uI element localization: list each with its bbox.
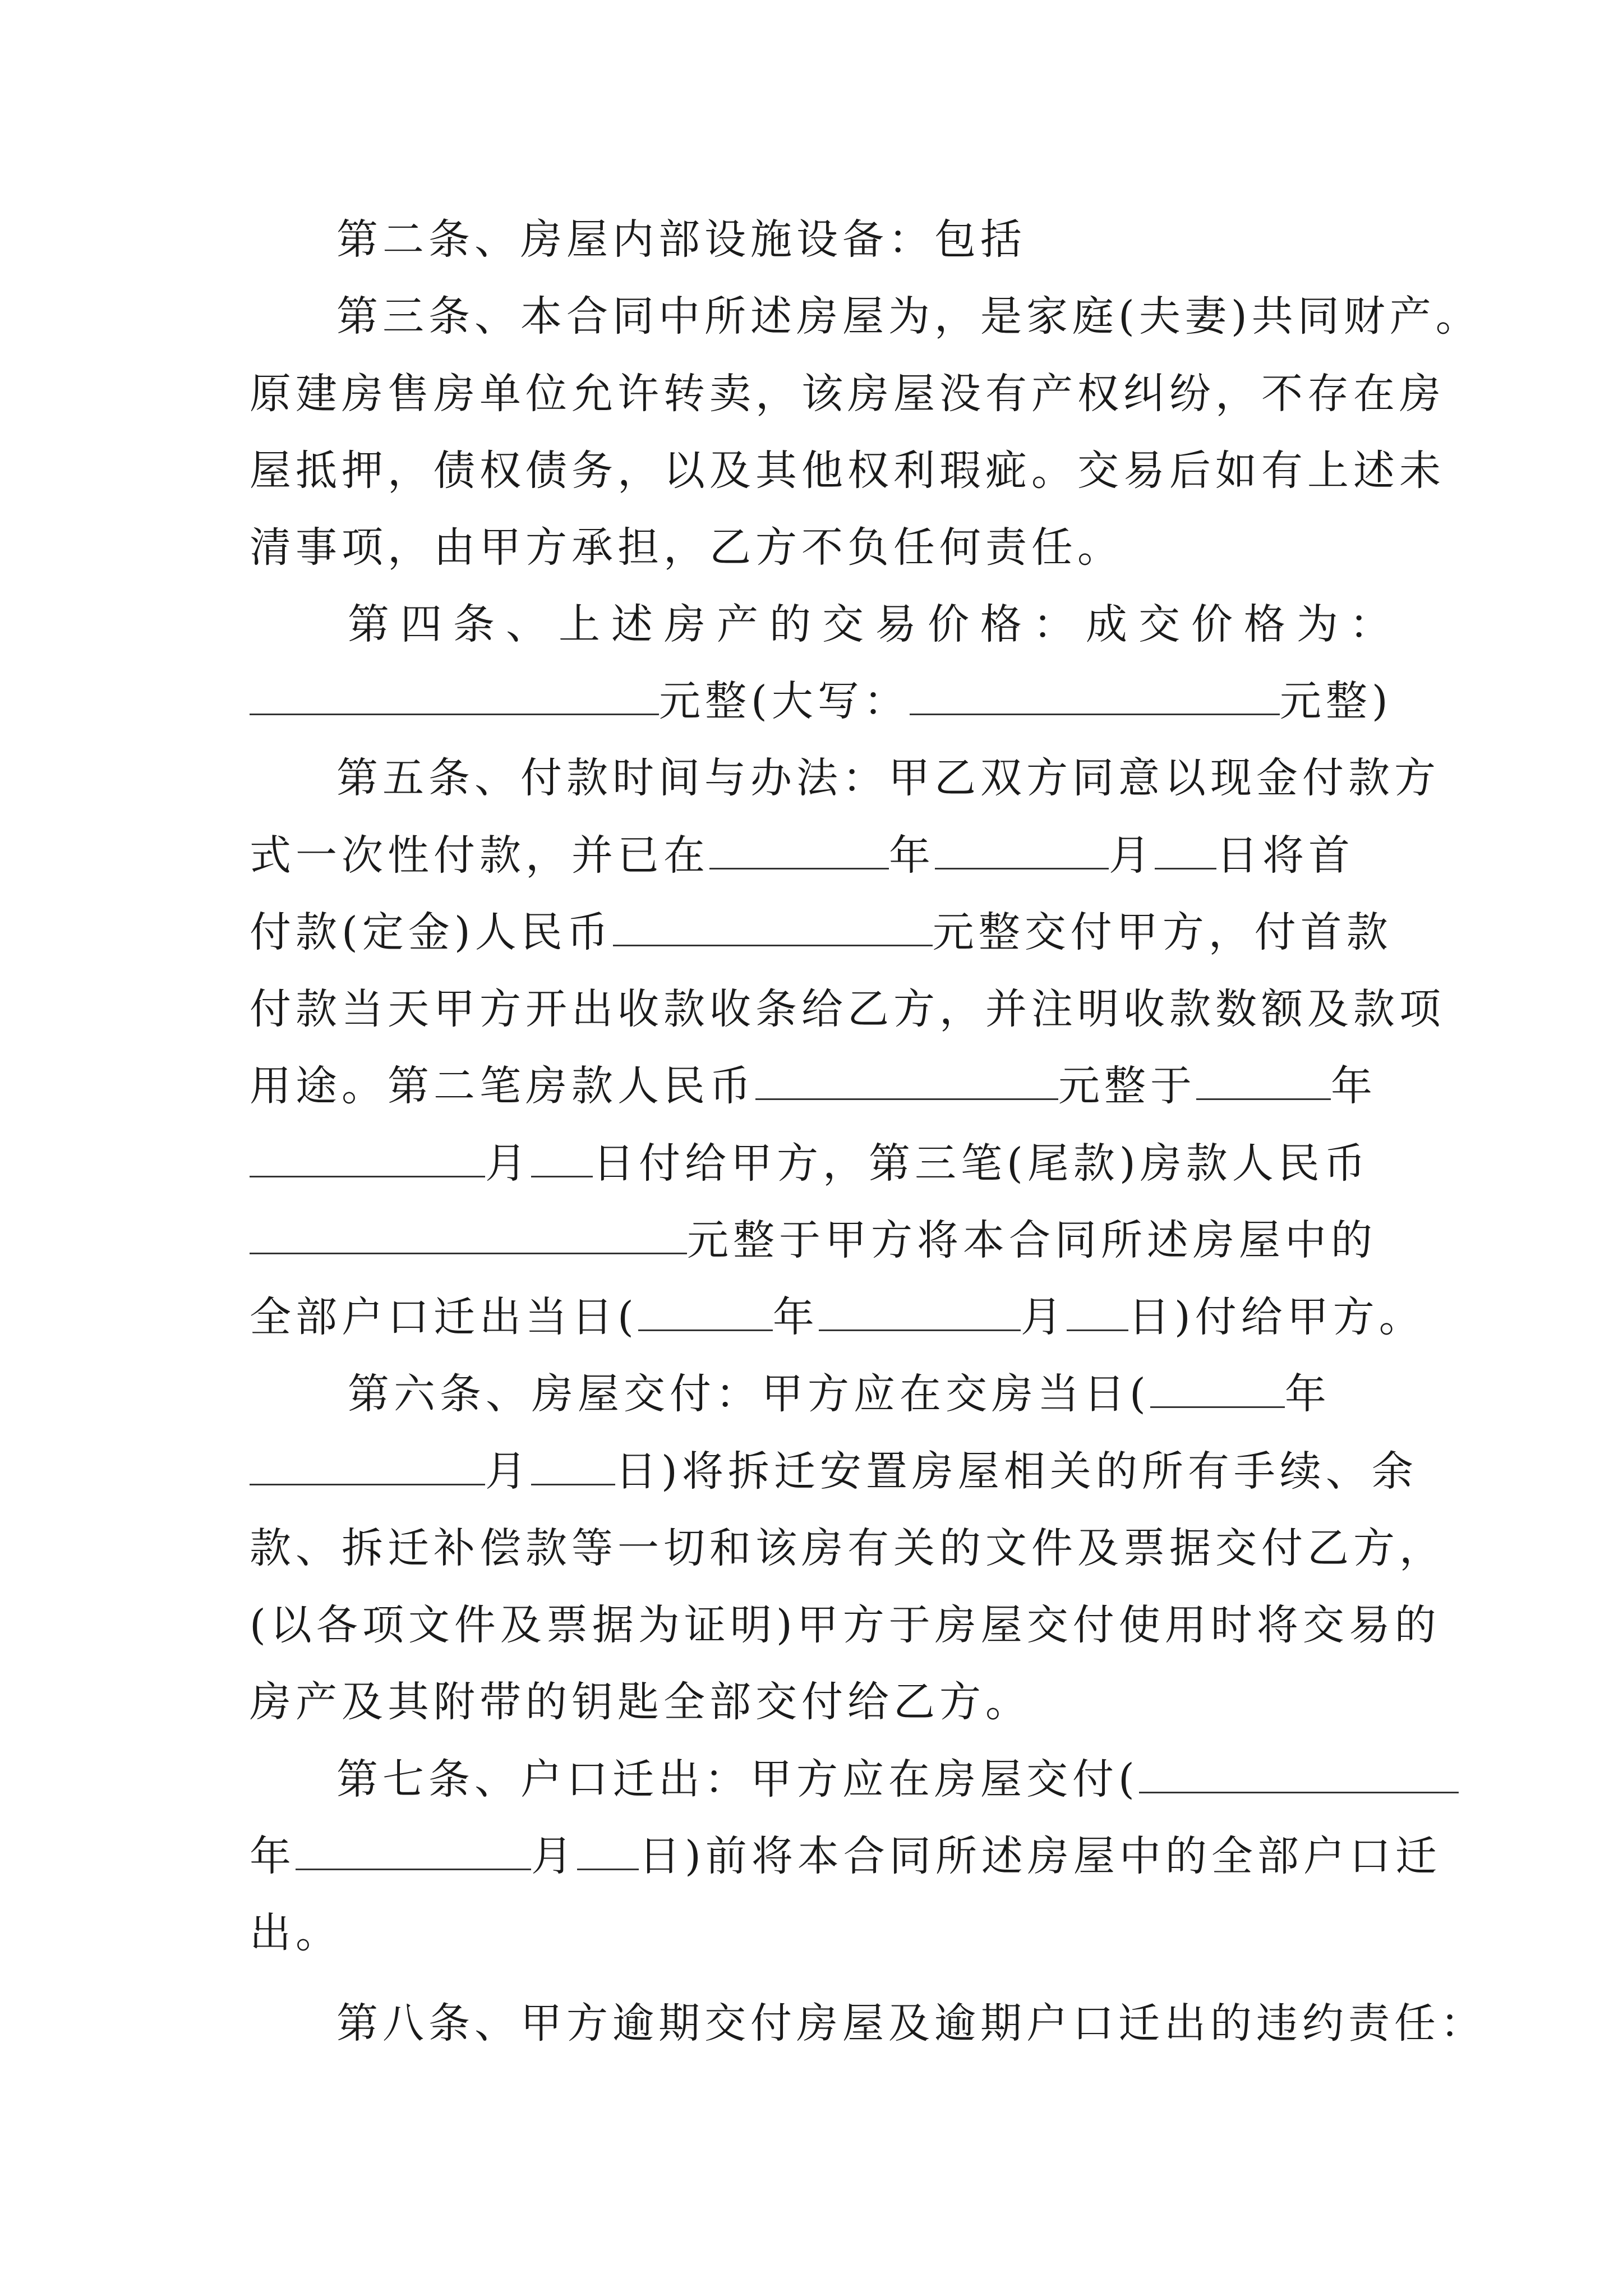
char: 交 [1138,600,1180,648]
deposit-blank[interactable] [613,905,933,946]
text: 全部户口迁出当日( [250,1293,638,1341]
text: 月 [1109,831,1155,880]
text: 日)付给甲方。 [1128,1293,1425,1341]
text: 第六条、房屋交付：甲方应在交房当日( [348,1370,1150,1418]
article-5-line-5 [250,1058,1388,1114]
article-3-line-3 [250,443,1445,499]
text: 付款当天甲方开出收款收条给乙方，并注明收款数额及款项 [250,985,1445,1033]
text: 元整于甲方将本合同所述房屋中的 [687,1216,1377,1264]
text: 年 [889,831,935,880]
year-blank[interactable] [638,1290,773,1331]
char: 成 [1086,600,1127,648]
price-blank[interactable] [250,674,659,715]
char: 格 [1244,600,1285,648]
text: 第五条、付款时间与办法：甲乙双方同意以现金付款方 [336,754,1440,802]
char: 上 [559,600,600,648]
month-blank[interactable] [296,1829,531,1870]
text: 第七条、户口迁出：甲方应在房屋交付( [336,1755,1139,1803]
text: 年 [250,1832,296,1880]
text: 日将首 [1216,831,1354,880]
article-3-line-1 [336,288,1482,344]
final-payment-blank[interactable] [250,1213,687,1254]
article-5-line-4 [250,981,1445,1037]
char: ： [1033,600,1075,648]
text: 月 [485,1447,531,1496]
char: 四 [400,600,442,648]
day-blank[interactable] [1067,1290,1128,1331]
text: 用途。第二笔房款人民币 [250,1062,755,1110]
text: 日)前将本合同所述房屋中的全部户口迁 [639,1832,1441,1880]
char: 为 [1297,600,1338,648]
text: 日)将拆迁安置房屋相关的所有手续、余 [615,1447,1418,1496]
month-blank[interactable] [250,1444,485,1485]
char: 产 [717,600,758,648]
article-7-line-1 [336,1751,1391,1807]
day-blank[interactable] [1155,829,1216,869]
month-blank[interactable] [935,829,1109,869]
char: 的 [769,600,811,648]
char: 格 [980,600,1022,648]
day-blank[interactable] [531,1137,593,1177]
text: 屋抵押，债权债务，以及其他权利瑕疵。交易后如有上述未 [250,447,1445,495]
text: 第三条、本合同中所述房屋为，是家庭(夫妻)共同财产。 [336,292,1482,341]
article-6-line-4 [250,1597,1441,1653]
day-blank[interactable] [531,1444,615,1485]
text: 款、拆迁补偿款等一切和该房有关的文件及票据交付乙方， [250,1524,1445,1572]
day-blank[interactable] [577,1829,639,1870]
article-5-line-8 [250,1289,1425,1345]
article-6-line-3 [250,1520,1445,1576]
text: 付款(定金)人民币 [250,908,613,956]
char: 易 [875,600,916,648]
char: 第 [348,600,389,648]
text: (以各项文件及票据为证明)甲方于房屋交付使用时将交易的 [250,1601,1441,1649]
char: 条 [453,600,495,648]
char: 述 [611,600,653,648]
article-7-line-2 [250,1828,1441,1884]
text: 原建房售房单位允许转卖，该房屋没有产权纠纷，不存在房 [250,370,1445,418]
article-4-line-1 [348,596,1391,652]
article-8 [336,1995,1486,2051]
char: ： [1349,600,1391,648]
second-payment-blank[interactable] [755,1059,1058,1100]
text: 元整于 [1058,1062,1196,1110]
char: 、 [506,600,547,648]
text: 第八条、甲方逾期交付房屋及逾期户口迁出的违约责任： [336,1999,1486,2047]
article-6-line-2 [250,1443,1418,1499]
text: 月 [485,1139,531,1188]
text: 清事项，由甲方承担，乙方不负任何责任。 [250,523,1123,572]
article-2 [336,211,1391,268]
char: 交 [822,600,864,648]
text: 元整(大写： [659,677,910,725]
month-blank[interactable] [819,1290,1021,1331]
article-5-line-2 [250,827,1388,884]
text: 月 [1020,1293,1067,1341]
char: 房 [664,600,706,648]
text: 年 [1284,1370,1331,1418]
article-6-line-5 [250,1674,1388,1730]
year-blank[interactable] [1196,1059,1331,1100]
article-3-line-4 [250,519,1388,576]
article-6-line-1 [348,1366,1391,1422]
article-3-line-2 [250,366,1445,422]
text: 元整) [1279,677,1393,725]
month-blank[interactable] [250,1137,485,1177]
text: 年 [1331,1062,1377,1110]
article-5-line-1 [336,750,1440,806]
article-5-line-6 [250,1135,1388,1191]
article-2-text: 第二条、房屋内部设施设备：包括 [336,215,1026,264]
article-5-line-3 [250,904,1393,960]
text: 日付给甲方，第三笔(尾款)房款人民币 [593,1139,1370,1188]
text: 出。 [250,1909,342,1957]
date-blank[interactable] [1139,1752,1459,1793]
article-5-line-7 [250,1212,1388,1268]
year-blank[interactable] [709,829,889,869]
text: 房产及其附带的钥匙全部交付给乙方。 [250,1678,1031,1726]
char: 价 [928,600,969,648]
article-4-line-2 [250,673,1393,729]
text: 式一次性付款，并已在 [250,831,709,880]
text: 年 [772,1293,819,1341]
year-blank[interactable] [1150,1367,1285,1408]
price-uppercase-blank[interactable] [910,674,1280,715]
text: 元整交付甲方，付首款 [932,908,1393,956]
article-7-line-3 [250,1905,1388,1961]
char: 价 [1191,600,1233,648]
text: 月 [531,1832,577,1880]
